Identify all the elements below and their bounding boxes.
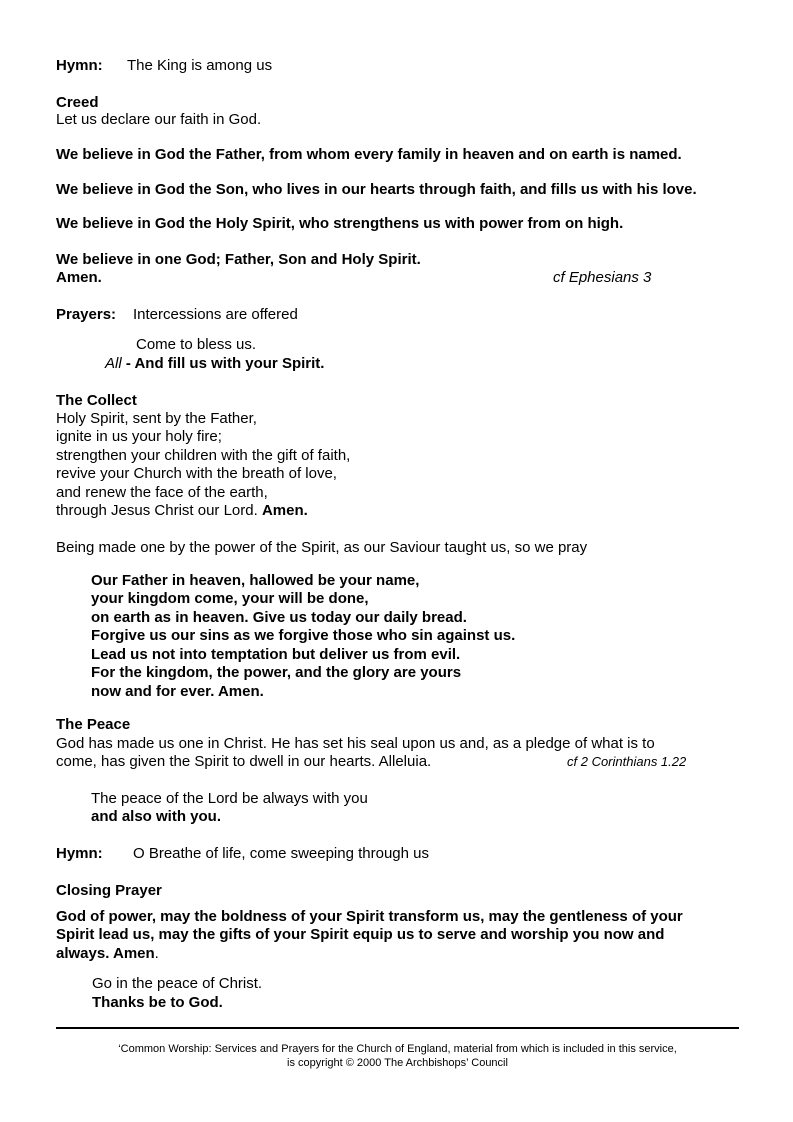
creed-intro: Let us declare our faith in God. bbox=[56, 111, 262, 128]
prayers-text: Intercessions are offered bbox=[133, 306, 298, 323]
lords-prayer-line: Forgive us our sins as we forgive those who sin against us. bbox=[91, 627, 516, 644]
dismissal: Go in the peace of Christ. bbox=[92, 975, 263, 992]
collect-line: ignite in us your holy fire; bbox=[56, 428, 222, 445]
collect-last-line bbox=[56, 502, 308, 520]
peace-heading: The Peace bbox=[56, 716, 131, 733]
collect-last-text: through Jesus Christ our Lord. bbox=[56, 502, 258, 519]
hymn-label: Hymn: bbox=[56, 57, 103, 74]
lords-prayer-line: on earth as in heaven. Give us today our daily bread. bbox=[91, 609, 467, 626]
creed-amen: Amen. bbox=[56, 269, 102, 286]
closing-period: . bbox=[154, 945, 159, 962]
collect-line: and renew the face of the earth, bbox=[56, 484, 268, 501]
creed-reference: cf Ephesians 3 bbox=[553, 269, 652, 286]
closing-prayer-last-line bbox=[56, 945, 159, 963]
creed-heading: Creed bbox=[56, 94, 99, 111]
all-label: All bbox=[105, 355, 122, 372]
lords-prayer-line: Lead us not into temptation but deliver us from evil. bbox=[91, 646, 461, 663]
lords-prayer-line: For the kingdom, the power, and the glory are yours bbox=[91, 664, 462, 681]
collect-amen: Amen. bbox=[261, 502, 308, 519]
peace-text-line: come, has given the Spirit to dwell in our hearts. Alleluia. bbox=[56, 753, 432, 770]
dismissal-response: Thanks be to God. bbox=[92, 994, 223, 1011]
lords-prayer-line: Our Father in heaven, hallowed be your name, bbox=[91, 572, 420, 589]
hymn-title: The King is among us bbox=[127, 57, 273, 74]
prayers-response: - And fill us with your Spirit. bbox=[121, 355, 325, 372]
prayers-call: Come to bless us. bbox=[136, 336, 257, 353]
closing-amen: always. Amen bbox=[56, 945, 155, 962]
closing-prayer-line: Spirit lead us, may the gifts of your Spirit equip us to serve and worship you now and bbox=[56, 926, 665, 943]
hymn-title: O Breathe of life, come sweeping through us bbox=[133, 845, 430, 862]
copyright-line: ‘Common Worship: Services and Prayers for the Church of England, material from which is included in this service, bbox=[118, 1043, 677, 1055]
creed-spirit: We believe in God the Holy Spirit, who strengthens us with power from on high. bbox=[56, 215, 624, 232]
footer-divider bbox=[56, 1027, 739, 1029]
hymn-label: Hymn: bbox=[56, 845, 103, 862]
prayers-response-line bbox=[105, 355, 324, 373]
collect-line: strengthen your children with the gift of faith, bbox=[56, 447, 351, 464]
copyright-line: is copyright © 2000 The Archbishops’ Council bbox=[287, 1057, 508, 1069]
creed-son: We believe in God the Son, who lives in our hearts through faith, and fills us with his love. bbox=[56, 181, 697, 198]
peace-text-line: God has made us one in Christ. He has set his seal upon us and, as a pledge of what is to bbox=[56, 735, 655, 752]
collect-heading: The Collect bbox=[56, 392, 137, 409]
closing-heading: Closing Prayer bbox=[56, 882, 162, 899]
lords-prayer-line: now and for ever. Amen. bbox=[91, 683, 264, 700]
peace-call: The peace of the Lord be always with you bbox=[91, 790, 368, 807]
prayers-label: Prayers: bbox=[56, 306, 117, 323]
collect-line: revive your Church with the breath of love, bbox=[56, 465, 337, 482]
lords-prayer-line: your kingdom come, your will be done, bbox=[91, 590, 369, 607]
creed-father: We believe in God the Father, from whom every family in heaven and on earth is named. bbox=[56, 146, 682, 163]
peace-reference: cf 2 Corinthians 1.22 bbox=[567, 754, 687, 769]
peace-response: and also with you. bbox=[91, 808, 222, 825]
collect-line: Holy Spirit, sent by the Father, bbox=[56, 410, 257, 427]
lords-prayer-intro: Being made one by the power of the Spirit, as our Saviour taught us, so we pray bbox=[56, 539, 588, 556]
closing-prayer-line: God of power, may the boldness of your Spirit transform us, may the gentleness of your bbox=[56, 908, 683, 925]
creed-one-god: We believe in one God; Father, Son and Holy Spirit. bbox=[56, 251, 421, 268]
